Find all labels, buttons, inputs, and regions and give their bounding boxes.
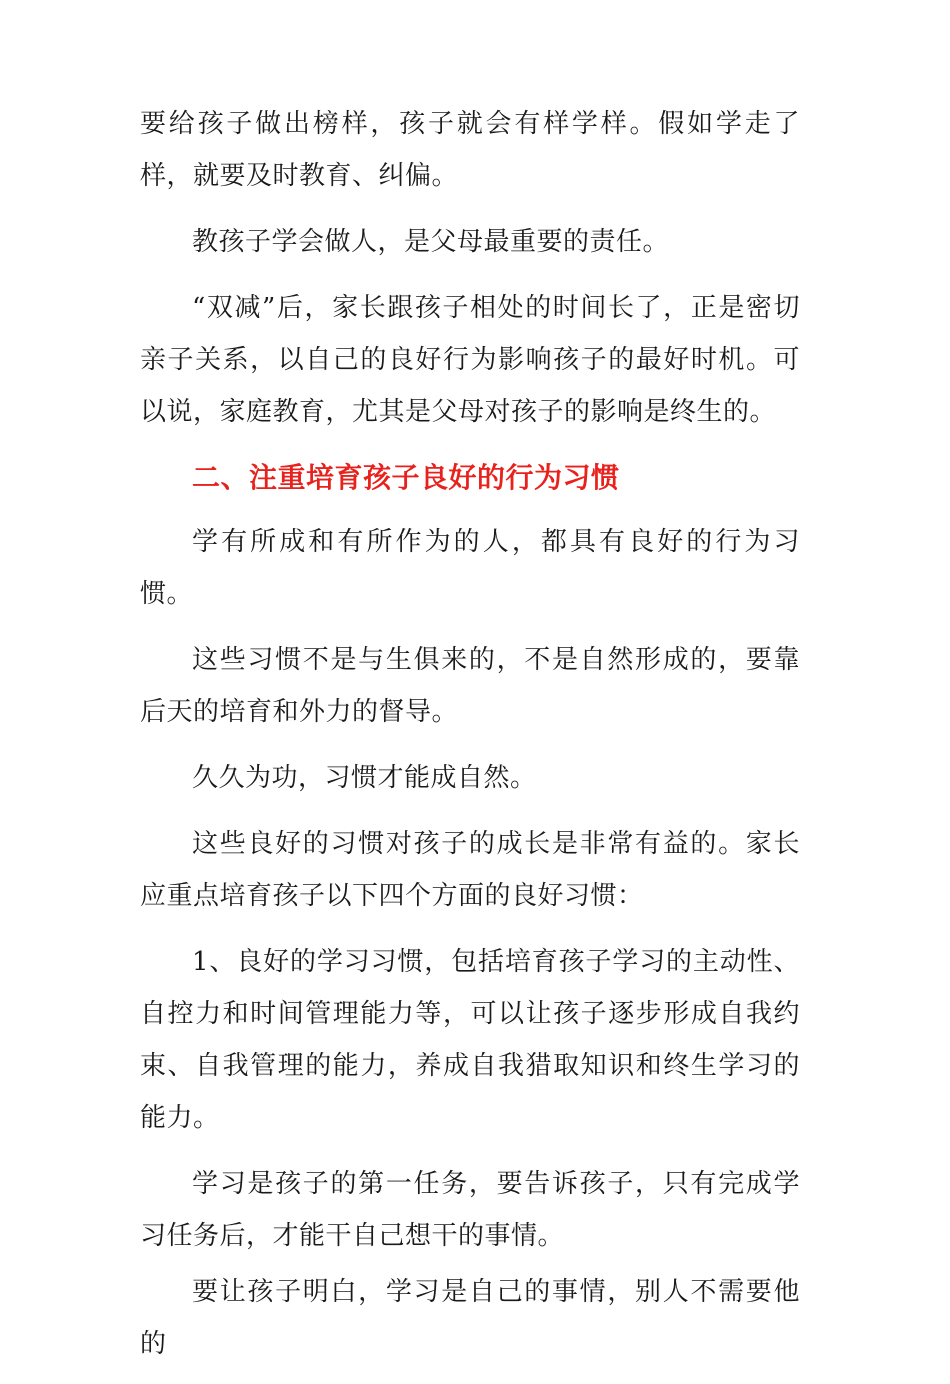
paragraph: 这些习惯不是与生俱来的，不是自然形成的，要靠后天的培育和外力的督导。 — [140, 645, 800, 727]
paragraph-continuation: 要给孩子做出榜样，孩子就会有样学样。假如学走了样，就要及时教育、纠偏。 — [140, 109, 800, 191]
section-heading: 二、注重培育孩子良好的行为习惯 — [192, 461, 620, 494]
paragraph: 1、良好的学习习惯，包括培育孩子学习的主动性、自控力和时间管理能力等，可以让孩子逐步形成自我约束、自我管理的能力，养成自我猎取知识和终生学习的能力。 — [140, 947, 800, 1133]
paragraph: “双减”后，家长跟孩子相处的时间长了，正是密切亲子关系，以自己的良好行为影响孩子的最好时机。可以说，家庭教育，尤其是父母对孩子的影响是终生的。 — [140, 293, 800, 427]
paragraph: 这些良好的习惯对孩子的成长是非常有益的。家长应重点培育孩子以下四个方面的良好习惯： — [140, 829, 800, 911]
paragraph: 教孩子学会做人，是父母最重要的责任。 — [192, 227, 670, 257]
document-body — [140, 98, 800, 1384]
paragraph: 学习是孩子的第一任务，要告诉孩子，只有完成学习任务后，才能干自己想干的事情。 — [140, 1169, 800, 1251]
paragraph: 久久为功，习惯才能成自然。 — [192, 763, 537, 793]
paragraph: 学有所成和有所作为的人，都具有良好的行为习惯。 — [140, 527, 800, 609]
paragraph: 要让孩子明白，学习是自己的事情，别人不需要他的 — [140, 1277, 800, 1359]
